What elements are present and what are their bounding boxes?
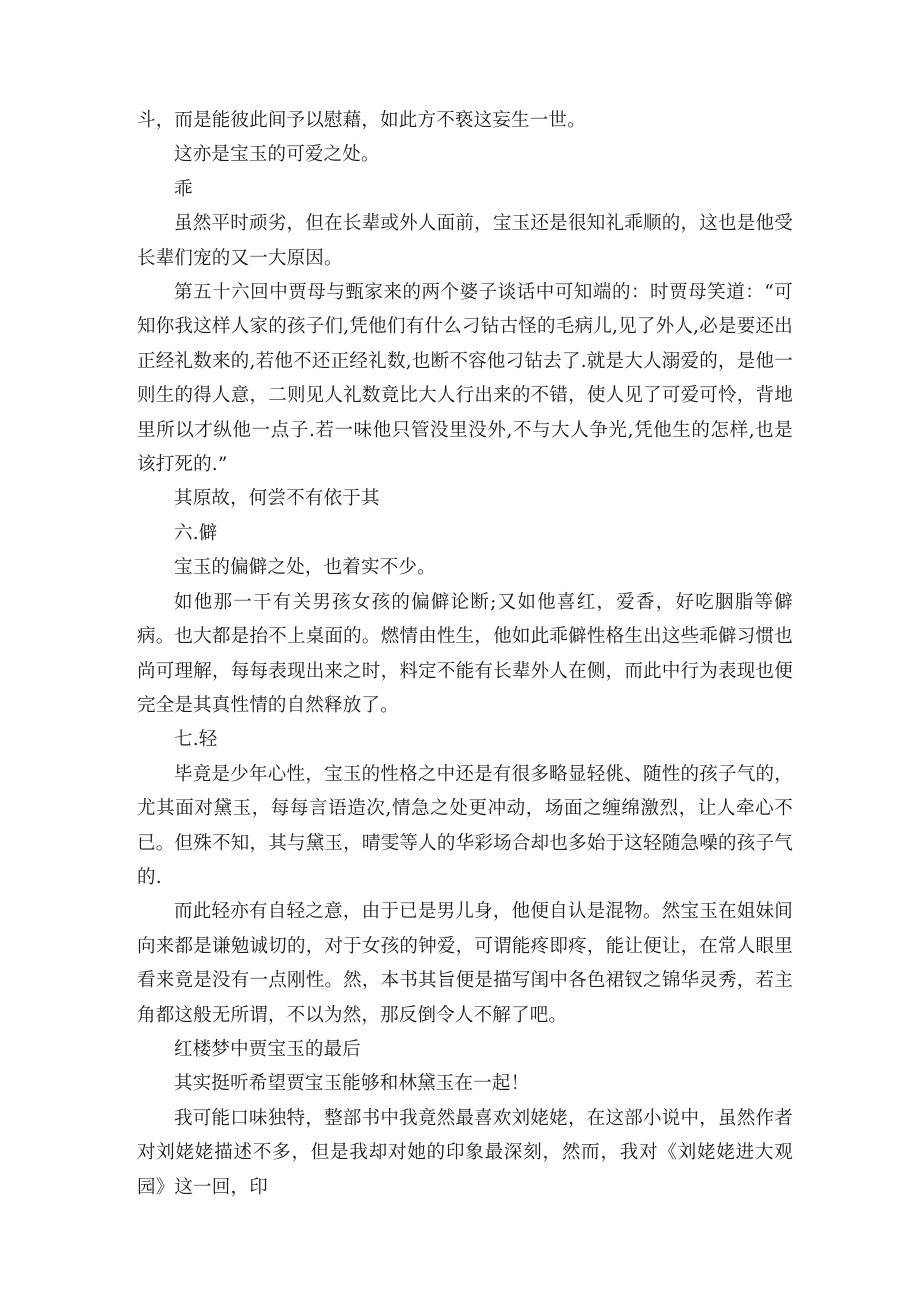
section-heading-guai: 乖 (174, 178, 193, 200)
paragraph-6: 其原故，何尝不有依于其 (174, 488, 380, 510)
paragraph-5: 第五十六回中贾母与甄家来的两个婆子谈话中可知端的：时贾母笑道：“可知你我这样人家的孩子们,凭他们有什么刁钻古怪的毛病儿,见了外人,必是要还出正经礼数来的,若他不还正经礼数,也断不容他刁钻去了.就是大人溺爱的，是他一则生的得人意，二则见人礼数竟比大人行出来的不错，使人见了可爱可怜，背地里所以才纵他一点子.若一味他只管没里没外,不与大人争光,凭他生的怎样,也是该打死的.” (137, 282, 793, 476)
paragraph-4: 虽然平时顽劣，但在长辈或外人面前，宝玉还是很知礼乖顺的，这也是他受长辈们宠的又一大原因。 (137, 213, 793, 269)
paragraph-12: 而此轻亦有自轻之意，由于已是男儿身，他便自认是混物。然宝玉在姐妹间向来都是谦勉诚切的，对于女孩的钟爱，可谓能疼即疼，能让便让，在常人眼里看来竟是没有一点刚性。然，本书其旨便是描写闺中各色裙钗之锦华灵秀，若主角都这般无所谓，不以为然，那反倒令人不解了吧。 (137, 901, 793, 1026)
section-heading-qing: 七.轻 (174, 729, 218, 751)
document-body (137, 104, 793, 1205)
paragraph-15: 我可能口味独特，整部书中我竟然最喜欢刘姥姥，在这部小说中，虽然作者对刘姥姥描述不多，但是我却对她的印象最深刻，然而，我对《刘姥姥进大观园》这一回，印 (137, 1107, 793, 1198)
paragraph-14: 其实挺听希望贾宝玉能够和林黛玉在一起！ (174, 1073, 530, 1095)
paragraph-11: 毕竟是少年心性，宝玉的性格之中还是有很多略显轻佻、随性的孩子气的，尤其面对黛玉，每每言语造次,情急之处更冲动，场面之缠绵激烈，让人牵心不已。但殊不知，其与黛玉，晴雯等人的华彩场合却也多始于这轻随急噪的孩子气的. (137, 763, 793, 888)
section-heading-last: 红楼梦中贾宝玉的最后 (174, 1038, 362, 1060)
paragraph-1: 斗，而是能彼此间予以慰藉，如此方不亵这妄生一世。 (137, 110, 586, 131)
paragraph-8: 宝玉的偏僻之处，也着实不少。 (174, 557, 436, 579)
paragraph-9: 如他那一干有关男孩女孩的偏僻论断;又如他喜红，爱香，好吃胭脂等僻病。也大都是抬不上桌面的。燃情由性生，他如此乖僻性格生出这些乖僻习惯也尚可理解，每每表现出来之时，料定不能有长辈外人在侧，而此中行为表现也便完全是其真性情的自然释放了。 (137, 591, 793, 716)
section-heading-pi: 六.僻 (174, 522, 218, 544)
paragraph-2: 这亦是宝玉的可爱之处。 (174, 144, 380, 166)
